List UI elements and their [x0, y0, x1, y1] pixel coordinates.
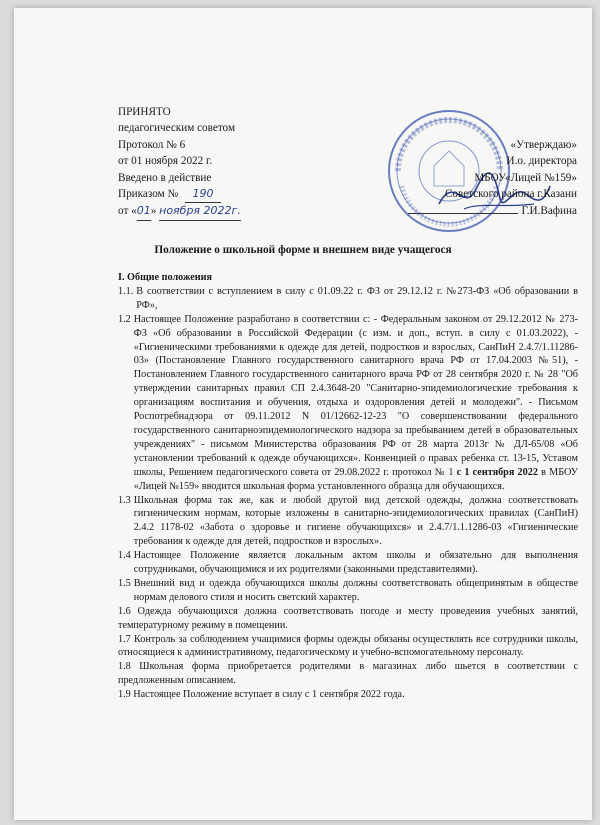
paragraph-text-block: [134, 313, 578, 494]
paragraph-1-6: [118, 605, 578, 633]
paragraph-1-4: [118, 549, 578, 577]
left-header-block: [118, 104, 318, 221]
paragraph-text: Настоящее Положение является локальным актом школы и обязательно для выполнения сотрудниками, обучающимися и их родителями (законными представителями).: [133, 550, 578, 576]
director-role: И.о. директора: [506, 155, 577, 168]
paragraph-number: 1.7: [118, 633, 131, 645]
paragraph-text: В соответствии с вступлением в силу с 01.09.22 г. ФЗ от 29.12.12 г. №273-ФЗ «Об образовании в РФ»,: [136, 285, 578, 311]
order-prefix: Приказом №: [118, 188, 179, 201]
right-header-block: [357, 137, 577, 219]
paragraph-number: 1.1.: [118, 285, 134, 297]
paragraph-number: 1.6: [118, 605, 131, 617]
paragraph-1-7: [118, 633, 578, 661]
paragraph-text: Контроль за соблюдением учащимися формы одежды обязаны осуществлять все сотрудники школы, относящиеся к административному, педагогическому и учебно-вспомогательному персоналу.: [118, 633, 579, 659]
paragraph-1-8: [118, 660, 578, 688]
paragraph-1-9: [118, 688, 578, 702]
document-body: [118, 271, 578, 702]
paragraph-number: 1.2: [118, 313, 131, 325]
order-line: [118, 186, 318, 203]
order-date-mid: »: [150, 205, 157, 218]
paragraph-text: Внешний вид и одежда обучающихся школы должны соответствовать общепринятым в обществе нормам делового стиля и носить светский характер.: [133, 577, 578, 603]
enacted-label: Введено в действие: [118, 171, 212, 184]
director-name: Г.И.Вафина: [521, 204, 577, 217]
paragraph-number: 1.3: [118, 494, 131, 506]
paragraph-text-tail: в МБОУ «Лицей №159» вводится школьная форма установленного образца для обучающихся.: [133, 466, 579, 492]
paragraph-1-5: [118, 577, 578, 605]
paragraph-text: Настоящее Положение разработано в соответствии с: - Федеральным законом от 29.12.2012 № 273-ФЗ «Об образовании в Российской Федерации (с изм. и доп., вступ. в силу с 01.03.2022), - «Гигиеническими требованиями к одежде для детей, подростков и взрослых, СанПиН 2.4.7/1.11286-03» (Постановление Главного государственного санитарного врача РФ от 17.04.2003 №51), - Постановлением Главного государственного санитарного врача РФ от 28 сентября 2020 г. № 28 "Об утверждении санитарных правил СП 2.4.3648-20 "Санитарно-эпидемиологические требования к организациям воспитания и обучения, отдыха и оздоровления детей и молодежи". - Письмом Роспотребнадзора от 09.11.2012 N 01/12662-12-23 "О совершенствовании федерального государственного санитарноэпидемиологического надзора за пребыванием детей в образовательных учреждениях" - письмом Министерства образования РФ от 28 марта 2013г № ДЛ-65/08 «Об установлении требований к одежде обучающихся». Конвенцией о правах ребенка ст. 13-15, Уставом школы, Решением педагогического совета от 29.08.2022 г. протокол № 1: [133, 313, 578, 478]
paragraph-number: 1.8: [118, 661, 131, 673]
order-date-line: [118, 203, 318, 220]
paragraph-number: 1.5: [118, 577, 131, 589]
paragraph-text: Школьная форма приобретается родителями в магазинах либо шьется в соответствии с предложенным описанием.: [118, 661, 579, 687]
district-name: Советского района г.Казани: [444, 188, 577, 201]
order-day-handwritten: 01: [137, 203, 151, 220]
paragraph-1-2: [118, 313, 578, 494]
paragraph-number: 1.4: [118, 550, 131, 562]
protocol-date: от 01 ноября 2022 г.: [118, 155, 213, 168]
section-heading: I. Общие положения: [118, 272, 213, 283]
paragraph-bold-date: с 1 сентября 2022: [456, 466, 538, 478]
paragraph-text: Настоящее Положение вступает в силу с 1 сентября 2022 года.: [133, 689, 405, 701]
paragraph-1-3: [118, 494, 578, 550]
paragraph-text: Одежда обучающихся должна соответствовать погоде и месту проведения учебных занятий, температурному режиму в помещении.: [118, 605, 578, 631]
order-date-prefix: от «: [118, 205, 137, 218]
document-page: [14, 8, 592, 820]
document-title: Положение о школьной форме и внешнем виде учащегося: [154, 244, 452, 256]
approve-label: «Утверждаю»: [510, 139, 577, 151]
school-name: МБОУ«Лицей №159»: [474, 171, 577, 184]
order-number-handwritten: 190: [185, 186, 221, 203]
paragraph-1-1: [118, 285, 578, 313]
protocol-number: Протокол № 6: [118, 138, 186, 151]
accepted-label: ПРИНЯТО: [118, 106, 171, 118]
paragraph-number: 1.9: [118, 689, 131, 701]
accepted-by: педагогическим советом: [118, 122, 236, 135]
paragraph-text: Школьная форма так же, как и любой другой вид детской одежды, должна соответствовать гигиеническим нормам, которые изложены в санитарно-эпидемиологических правилах (СанПиН) 2.4.2 1178-02 «Забота о здоровье и гигиене обучающихся» и 2.4.7/1.1.1286-03 «Гигиенические требования к одежде для детей, подростков и взрослых».: [133, 494, 578, 548]
order-month-handwritten: ноября 2022г.: [159, 203, 241, 220]
director-name-line: [357, 203, 577, 219]
